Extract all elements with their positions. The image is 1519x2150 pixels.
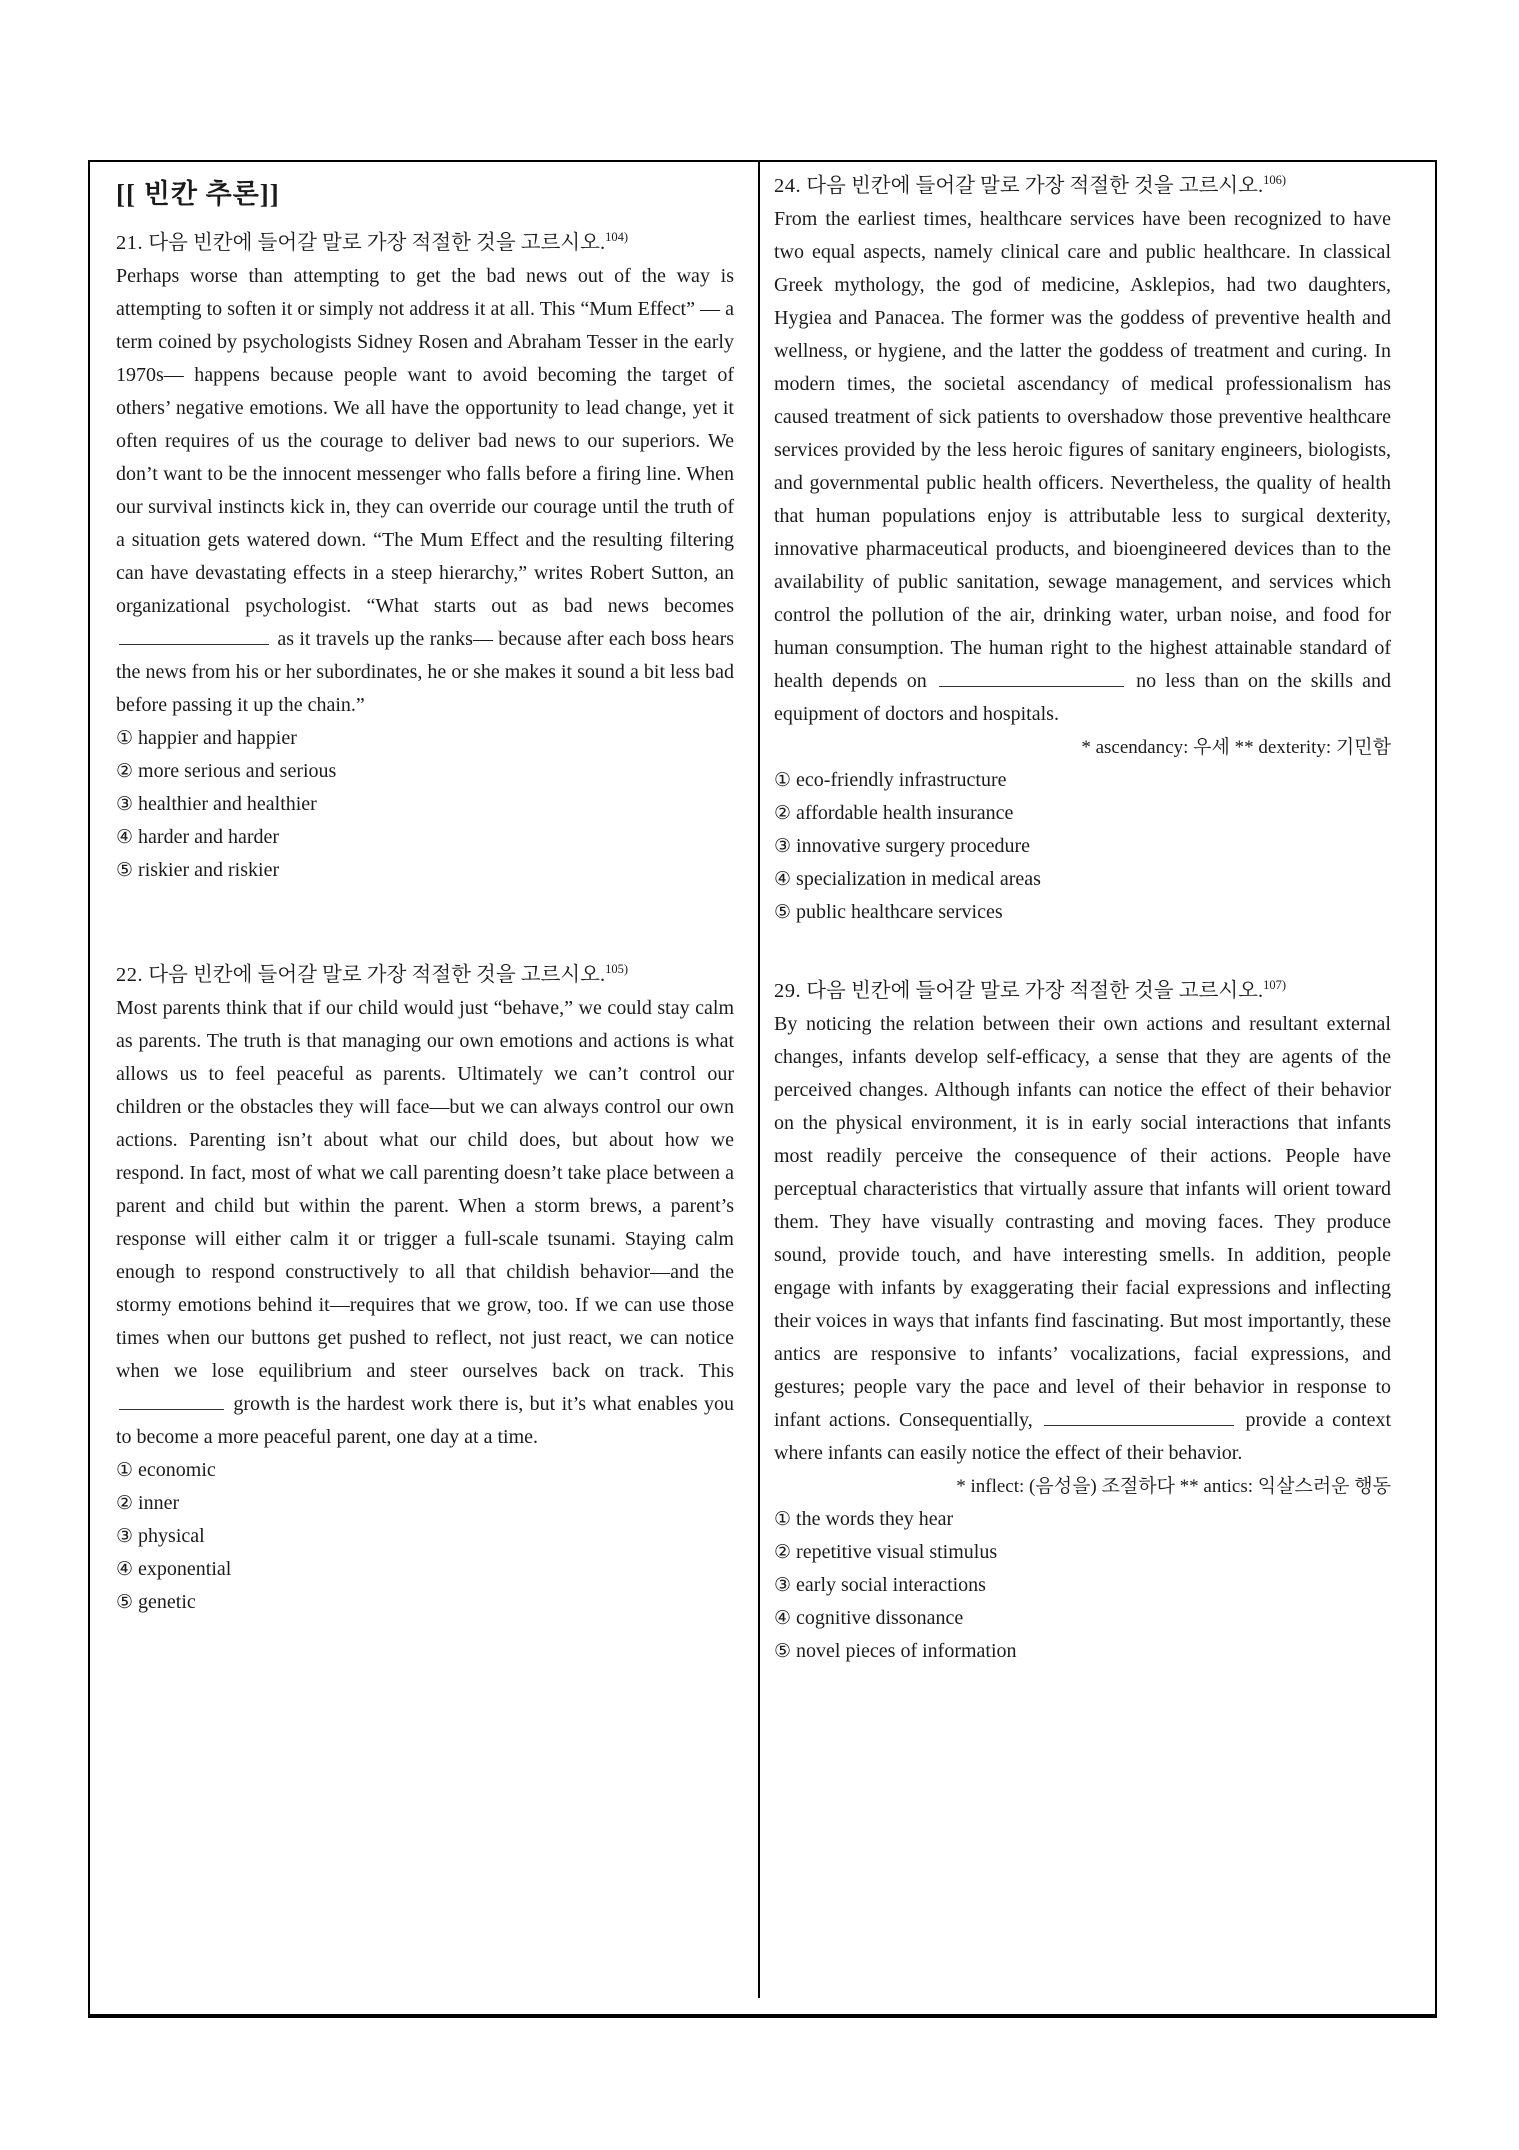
option-item bbox=[774, 830, 1391, 863]
option-marker: ④ bbox=[774, 868, 792, 890]
blank-underline bbox=[119, 629, 269, 645]
option-label: exponential bbox=[138, 1558, 232, 1580]
question-heading bbox=[774, 975, 1391, 1008]
option-label: public healthcare services bbox=[796, 901, 1003, 923]
option-item bbox=[116, 1553, 734, 1586]
option-label: physical bbox=[138, 1525, 205, 1547]
question-prompt: 다음 빈칸에 들어갈 말로 가장 적절한 것을 고르시오. bbox=[148, 964, 606, 986]
option-label: the words they hear bbox=[796, 1508, 954, 1530]
option-label: inner bbox=[138, 1492, 180, 1514]
footnote-ref: 106) bbox=[1263, 173, 1287, 188]
passage-after-blank: growth is the hardest work there is, but it’s what enables you to become a more peaceful parent, one day at a time. bbox=[116, 1393, 735, 1448]
passage bbox=[774, 203, 1391, 731]
options-list bbox=[116, 1454, 734, 1619]
option-item bbox=[116, 1487, 734, 1520]
option-label: cognitive dissonance bbox=[796, 1607, 964, 1629]
option-marker: ① bbox=[774, 769, 792, 791]
option-marker: ① bbox=[116, 1459, 134, 1481]
option-marker: ③ bbox=[774, 835, 792, 857]
question-number: 24. bbox=[774, 175, 802, 197]
question-22 bbox=[116, 959, 734, 1619]
passage bbox=[116, 992, 734, 1454]
option-item bbox=[116, 854, 734, 887]
option-item bbox=[116, 755, 734, 788]
section-header: [[ 빈칸 추론]] bbox=[116, 179, 280, 209]
option-item bbox=[774, 1569, 1391, 1602]
passage-note: * ascendancy: 우세 ** dexterity: 기민함 bbox=[1081, 737, 1391, 758]
option-marker: ④ bbox=[774, 1607, 792, 1629]
option-item bbox=[774, 863, 1391, 896]
option-item bbox=[774, 1602, 1391, 1635]
blank-underline bbox=[939, 671, 1124, 687]
option-item bbox=[116, 1520, 734, 1553]
question-heading bbox=[116, 227, 734, 260]
options-list bbox=[774, 1503, 1391, 1668]
option-item bbox=[774, 764, 1391, 797]
left-column bbox=[90, 162, 758, 2014]
question-number: 22. bbox=[116, 964, 144, 986]
blank-underline bbox=[1044, 1410, 1234, 1426]
option-label: specialization in medical areas bbox=[796, 868, 1041, 890]
options-list bbox=[774, 764, 1391, 929]
option-label: affordable health insurance bbox=[796, 802, 1014, 824]
option-item bbox=[116, 722, 734, 755]
option-marker: ⑤ bbox=[774, 901, 792, 923]
option-item bbox=[774, 1503, 1391, 1536]
option-marker: ④ bbox=[116, 826, 134, 848]
options-list bbox=[116, 722, 734, 887]
footnote-ref: 107) bbox=[1263, 978, 1287, 993]
question-24 bbox=[774, 170, 1391, 929]
option-label: happier and happier bbox=[138, 727, 297, 749]
option-label: more serious and serious bbox=[138, 760, 337, 782]
question-prompt: 다음 빈칸에 들어갈 말로 가장 적절한 것을 고르시오. bbox=[806, 175, 1264, 197]
footnote-ref: 104) bbox=[605, 230, 629, 245]
option-label: genetic bbox=[138, 1591, 196, 1613]
footnote-ref: 105) bbox=[605, 962, 629, 977]
option-label: harder and harder bbox=[138, 826, 280, 848]
option-item bbox=[116, 1586, 734, 1619]
question-prompt: 다음 빈칸에 들어갈 말로 가장 적절한 것을 고르시오. bbox=[806, 980, 1264, 1002]
option-marker: ① bbox=[116, 727, 134, 749]
option-item bbox=[116, 788, 734, 821]
option-item bbox=[774, 797, 1391, 830]
option-marker: ② bbox=[774, 1541, 792, 1563]
passage-before-blank: By noticing the relation between their own actions and resultant external changes, infants develop self-efficacy, a sense that they are agents of the perceived changes. Although infants can notice the effect of their behavior on the physical environment, it is in early social interactions that infants most readily perceive the consequence of their actions. People have perceptual characteristics that virtually assure that infants will orient toward them. They have visually contrasting and moving faces. They produce sound, provide touch, and have interesting smells. In addition, people engage with infants by exaggerating their facial expressions and inflecting their voices in ways that infants find fascinating. But most importantly, these antics are responsive to infants’ vocalizations, facial expressions, and gestures; people vary the pace and level of their behavior in response to infant actions. Consequentially, bbox=[774, 1013, 1391, 1431]
option-label: novel pieces of information bbox=[796, 1640, 1017, 1662]
passage bbox=[774, 1008, 1391, 1470]
passage-after-blank: as it travels up the ranks— because after each boss hears the news from his or her subordinates, he or she makes it sound a bit less bad before passing it up the chain.” bbox=[116, 628, 735, 716]
question-number: 21. bbox=[116, 232, 144, 254]
option-item bbox=[116, 821, 734, 854]
option-marker: ③ bbox=[774, 1574, 792, 1596]
passage-after-blank: provide a context where infants can easily notice the effect of their behavior. bbox=[774, 1409, 1392, 1464]
option-item bbox=[774, 1635, 1391, 1668]
passage-before-blank: From the earliest times, healthcare services have been recognized to have two equal aspects, namely clinical care and public healthcare. In classical Greek mythology, the god of medicine, Asklepios, had two daughters, Hygiea and Panacea. The former was the goddess of preventive health and wellness, or hygiene, and the latter the goddess of treatment and curing. In modern times, the societal ascendancy of medical professionalism has caused treatment of sick patients to overshadow those preventive healthcare services provided by the less heroic figures of sanitary engineers, biologists, and governmental public health officers. Nevertheless, the quality of health that human populations enjoy is attributable less to surgical dexterity, innovative pharmaceutical products, and bioengineered devices than to the availability of public sanitation, sewage management, and services which control the pollution of the air, drinking water, urban noise, and food for human consumption. The human right to the highest attainable standard of health depends on bbox=[774, 208, 1391, 692]
passage-before-blank: Perhaps worse than attempting to get the bad news out of the way is attempting to soften it or simply not address it at all. This “Mum Effect” — a term coined by psychologists Sidney Rosen and Abraham Tesser in the early 1970s— happens because people want to avoid becoming the target of others’ negative emotions. We all have the opportunity to lead change, yet it often requires of us the courage to deliver bad news to our superiors. We don’t want to be the innocent messenger who falls before a firing line. When our survival instincts kick in, they can override our courage until the truth of a situation gets watered down. “The Mum Effect and the resulting filtering can have devastating effects in a steep hierarchy,” writes Robert Sutton, an organizational psychologist. “What starts out as bad news becomes bbox=[116, 265, 734, 617]
passage-note: * inflect: (음성을) 조절하다 ** antics: 익살스러운 행동 bbox=[956, 1476, 1391, 1497]
passage-after-blank: no less than on the skills and equipment of doctors and hospitals. bbox=[774, 670, 1392, 725]
question-number: 29. bbox=[774, 980, 802, 1002]
exam-sheet bbox=[88, 160, 1437, 2018]
option-label: early social interactions bbox=[796, 1574, 986, 1596]
option-item bbox=[116, 1454, 734, 1487]
option-item bbox=[774, 896, 1391, 929]
right-column bbox=[760, 162, 1435, 2014]
passage bbox=[116, 260, 734, 722]
question-heading bbox=[116, 959, 734, 992]
blank-underline bbox=[119, 1394, 224, 1410]
option-marker: ③ bbox=[116, 1525, 134, 1547]
option-label: healthier and healthier bbox=[138, 793, 317, 815]
option-marker: ② bbox=[116, 760, 134, 782]
option-label: economic bbox=[138, 1459, 216, 1481]
question-prompt: 다음 빈칸에 들어갈 말로 가장 적절한 것을 고르시오. bbox=[148, 232, 606, 254]
option-label: riskier and riskier bbox=[138, 859, 280, 881]
option-label: innovative surgery procedure bbox=[796, 835, 1031, 857]
option-item bbox=[774, 1536, 1391, 1569]
passage-before-blank: Most parents think that if our child would just “behave,” we could stay calm as parents. The truth is that managing our own emotions and actions is what allows us to feel peaceful as parents. Ultimately we can’t control our children or the obstacles they will face—but we can always control our own actions. Parenting isn’t about what our child does, but about how we respond. In fact, most of what we call parenting doesn’t take place between a parent and child but within the parent. When a storm brews, a parent’s response will either calm it or trigger a full-scale tsunami. Staying calm enough to respond constructively to all that childish behavior—and the stormy emotions behind it—requires that we grow, too. If we can use those times when our buttons get pushed to reflect, not just react, we can notice when we lose equilibrium and steer ourselves back on track. This bbox=[116, 997, 734, 1382]
option-label: eco-friendly infrastructure bbox=[796, 769, 1007, 791]
option-marker: ⑤ bbox=[116, 859, 134, 881]
option-marker: ⑤ bbox=[116, 1591, 134, 1613]
question-29 bbox=[774, 975, 1391, 1668]
question-21 bbox=[116, 227, 734, 887]
question-heading bbox=[774, 170, 1391, 203]
option-label: repetitive visual stimulus bbox=[796, 1541, 998, 1563]
option-marker: ⑤ bbox=[774, 1640, 792, 1662]
option-marker: ② bbox=[774, 802, 792, 824]
option-marker: ② bbox=[116, 1492, 134, 1514]
option-marker: ③ bbox=[116, 793, 134, 815]
option-marker: ① bbox=[774, 1508, 792, 1530]
option-marker: ④ bbox=[116, 1558, 134, 1580]
